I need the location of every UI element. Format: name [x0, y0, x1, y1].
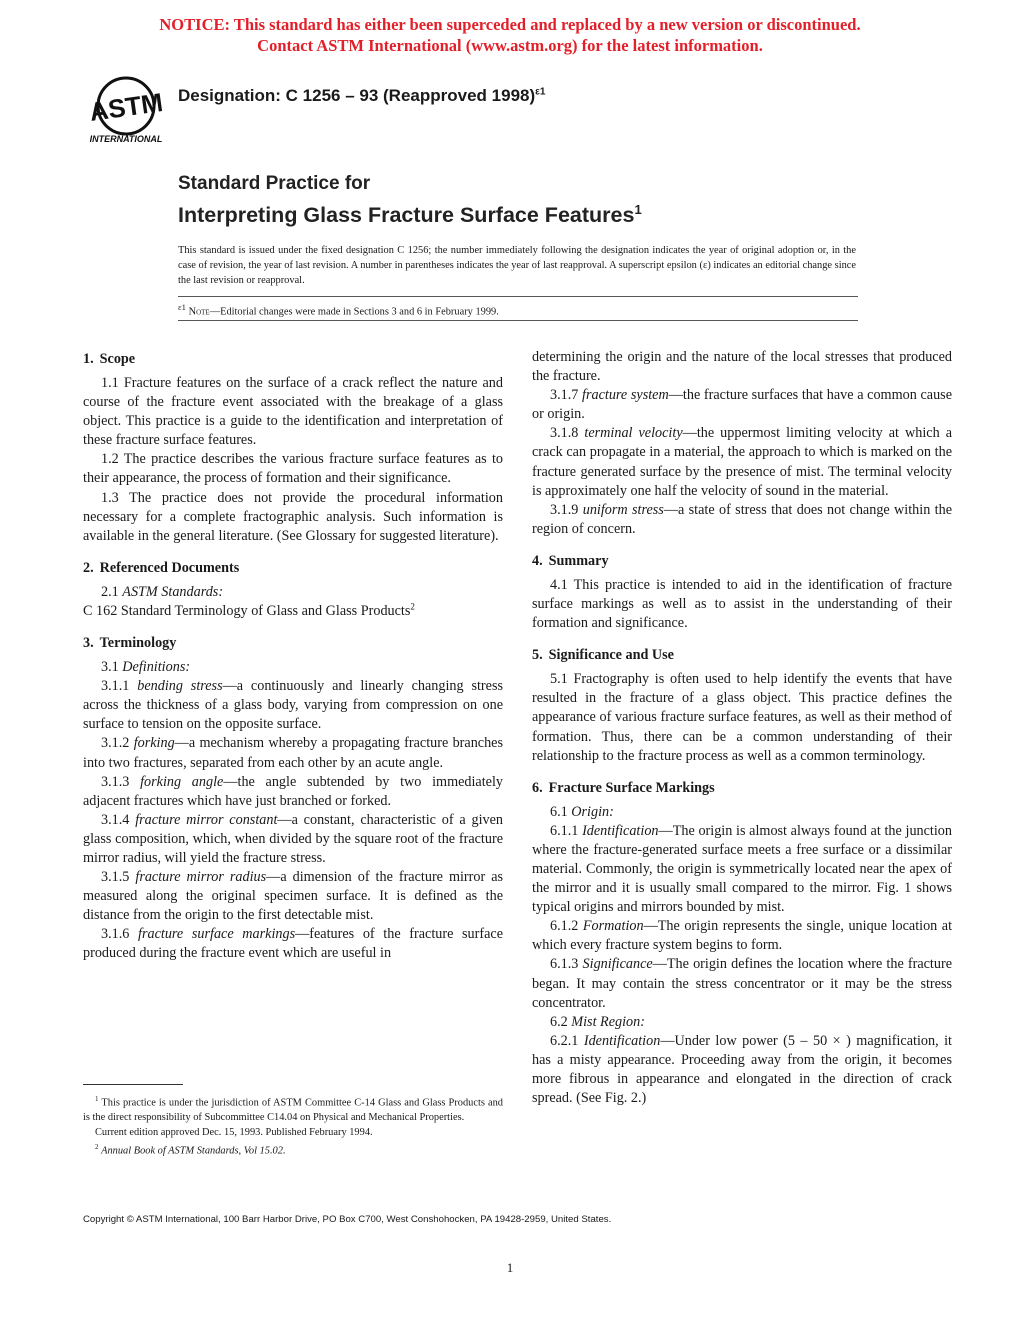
- notice-banner: [0, 14, 1020, 56]
- right-column: [532, 348, 952, 1108]
- section-heading: 3. Terminology: [83, 635, 177, 652]
- paragraph: 1.2 The practice describes the various fracture surface features as to their appearance, the process of formation and their significance.: [83, 451, 503, 487]
- divider: [178, 320, 858, 321]
- section-heading: 1. Scope: [83, 351, 136, 367]
- footnote-divider: [83, 1084, 183, 1085]
- notice-line-1: NOTICE: This standard has either been superceded and replaced by a new version or discontinued.: [159, 15, 861, 34]
- left-column: [83, 348, 503, 964]
- paragraph-continued: determining the origin and the nature of the local stresses that produced the fracture.: [532, 349, 952, 385]
- page-number: 1: [506, 1260, 514, 1275]
- paragraph: 3.1 Definitions:: [101, 659, 191, 676]
- designation: [178, 86, 545, 106]
- paragraph: 5.1 Fractography is often used to help identify the events that have resulted in the fracture of a glass object. This practice defines the appearance of various fracture surface features, as well as their method of formation. Thus, there can be a common understanding of their relationship to the fracture process as well as a common terminology.: [532, 671, 952, 764]
- definition: 6.1.3 Significance—The origin defines the location where the fracture began. It may contain the stress concentrator or it may be the stress concentrator.: [532, 956, 952, 1011]
- footnote-1b: Current edition approved Dec. 15, 1993. Published February 1994.: [95, 1126, 373, 1138]
- title-footnote-ref: 1: [634, 202, 642, 217]
- copyright-line: Copyright © ASTM International, 100 Barr Harbor Drive, PO Box C700, West Conshohocken, PA 19428-2959, United States.: [83, 1214, 612, 1225]
- paragraph: 6.1 Origin:: [550, 803, 614, 820]
- editorial-note-label: Note: [188, 306, 210, 318]
- section-heading: 2. Referenced Documents: [83, 559, 240, 576]
- designation-text: Designation: C 1256 – 93 (Reapproved 1998): [178, 86, 536, 105]
- definition: 3.1.9 uniform stress—a state of stress that does not change within the region of concern.: [532, 501, 953, 537]
- footnotes: [83, 1092, 503, 1159]
- footnote-2: $^2$ Annual Book of ASTM Standards, Vol 15.02.: [95, 1143, 286, 1157]
- document-title: [178, 172, 642, 229]
- footnote-1: $^1$ This practice is under the jurisdiction of ASTM Committee C-14 Glass and Glass Products and is the direct responsibility of Subcommittee C14.04 on Physical and Mechanical Properties.: [83, 1095, 503, 1124]
- definition: 3.1.8 terminal velocity—the uppermost limiting velocity at which a crack can propagate in a material, the approach to which is marked on the fracture generated surface by the presence of mist. The terminal velocity is approximately one half the velocity of sound in the material.: [532, 425, 953, 499]
- logo-caption: INTERNATIONAL: [89, 134, 163, 144]
- definition: 3.1.2 forking—a mechanism whereby a propagating fracture branches into two fractures, separated from each other by an acute angle.: [83, 735, 504, 771]
- section-heading: 5. Significance and Use: [532, 647, 674, 664]
- paragraph: 2.1 ASTM Standards:: [101, 583, 224, 600]
- definition: 3.1.5 fracture mirror radius—a dimension of the fracture mirror as measured along the original specimen surface. It is defined as the distance from the origin to the first detectable mist.: [83, 869, 504, 924]
- title-line-1: Standard Practice for: [178, 173, 371, 194]
- definition: 3.1.3 forking angle—the angle subtended by two immediately adjacent fractures which have just branched or forked.: [83, 773, 504, 809]
- definition: 6.2.1 Identification—Under low power (5 – 50 × ) magnification, it has a misty appearance. Proceeding away from the origin, it becomes more fibrous in appearance and elongated in the direction of crack spread. (See Fig. 2.): [532, 1032, 953, 1107]
- definition: 3.1.4 fracture mirror constant—a constant, characteristic of a given glass composition, which, when divided by the square root of the fracture mirror radius, will yield the fracture stress.: [83, 811, 504, 866]
- definition: 3.1.1 bending stress—a continuously and linearly changing stress across the thickness of a glass body, varying from compression on one surface to tension on the opposite surface.: [83, 678, 503, 733]
- definition: 3.1.6 fracture surface markings—features of the fracture surface produced during the fracture event which are useful in: [83, 926, 503, 962]
- title-line-2: [178, 196, 642, 229]
- title-main: Interpreting Glass Fracture Surface Features: [178, 203, 635, 228]
- paragraph: 6.2 Mist Region:: [550, 1013, 645, 1030]
- paragraph: 4.1 This practice is intended to aid in the identification of fracture surface markings as well as to assist in the understanding of their formation and significance.: [532, 576, 952, 632]
- logo-letters: ASTM: [87, 87, 165, 127]
- astm-logo-icon: [88, 78, 165, 134]
- section-heading: 4. Summary: [532, 552, 609, 569]
- notice-line-2: Contact ASTM International (www.astm.org) for the latest information.: [257, 36, 763, 55]
- astm-logo: [86, 74, 170, 148]
- definition: 6.1.2 Formation—The origin represents the single, unique location at which every fracture system begins to form.: [532, 918, 953, 954]
- intro-paragraph: This standard is issued under the fixed designation C 1256; the number immediately following the designation indicates the year of original adoption or, in the case of revision, the year of last revision. A number in parentheses indicates the year of last reapproval. A superscript epsilon (ε) indicates an editorial change since the last revision or reapproval.: [178, 245, 856, 286]
- editorial-note: [178, 302, 499, 317]
- editorial-note-sup: ε1: [178, 302, 186, 312]
- definition: 6.1.1 Identification—The origin is almost always found at the junction where the fracture-generated surface meets a free surface or a dissimilar material. Commonly, the origin is symmetrically located near the apex of the mirror and it is usually small compared to the mirror. Fig. 1 shows typical origins and mirrors bounded by mist.: [532, 822, 952, 916]
- divider: [178, 296, 858, 297]
- reference-item: C 162 Standard Terminology of Glass and Glass Products$^2$: [83, 601, 415, 619]
- paragraph: 1.1 Fracture features on the surface of a crack reflect the nature and course of the fracture event associated with the breakage of a glass object. This practice is a guide to the identification and interpretation of these fracture surface features.: [83, 375, 503, 449]
- designation-sup: ε1: [535, 86, 546, 98]
- editorial-note-text: —Editorial changes were made in Sections 3 and 6 in February 1999.: [209, 306, 499, 318]
- section-heading: 6. Fracture Surface Markings: [532, 779, 715, 796]
- definition: 3.1.7 fracture system—the fracture surfaces that have a common cause or origin.: [532, 387, 952, 423]
- paragraph: 1.3 The practice does not provide the procedural information necessary for a complete fractographic analysis. Such information is available in the general literature. (See Glossary for suggested literature).: [83, 489, 503, 544]
